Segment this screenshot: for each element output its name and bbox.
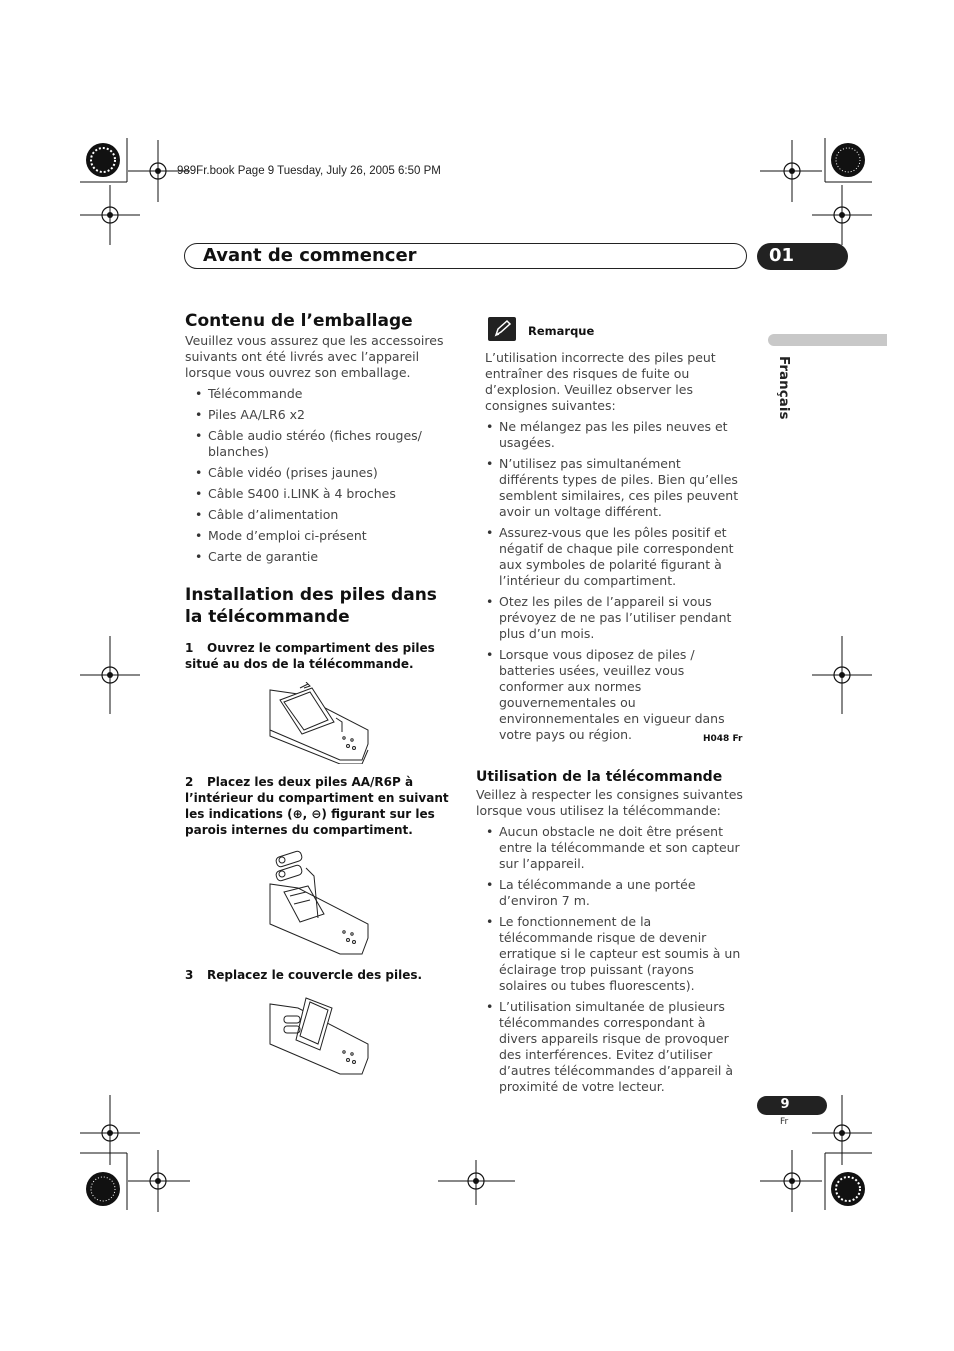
language-label: Français (776, 356, 792, 420)
contents-intro: Veuillez vous assurez que les accessoires suivants ont été livrés avec l’appareil lorsque vous ouvrez son emballage. (185, 333, 444, 380)
remote-usage-list (476, 824, 744, 1095)
remote-usage-block (476, 769, 744, 1095)
list-item: • Lorsque vous diposez de piles / batteries usées, veuillez vous conformer aux normes gouvernementales ou environnementales en vigueur dans votre pays ou région. (476, 647, 743, 743)
list-item: • Mode d’emploi ci-présent (185, 528, 455, 544)
list-item: • Câble d’alimentation (185, 507, 455, 523)
step-1 (185, 640, 457, 672)
remote-usage-intro: Veillez à respecter les consignes suivantes lorsque vous utilisez la télécommande: (476, 787, 743, 818)
list-item: • Câble vidéo (prises jaunes) (185, 465, 455, 481)
step-number: 3 (185, 968, 194, 982)
list-item: • L’utilisation simultanée de plusieurs télécommandes correspondant à divers appareils risque de provoquer des interférences. Evitez d’utiliser d’autres télécommandes d’appareil à proximité de votre lecteur. (476, 999, 744, 1095)
note-icon (488, 317, 516, 341)
step-number: 1 (185, 641, 194, 655)
list-item: • Ne mélangez pas les piles neuves et usagées. (476, 419, 743, 451)
note-block (485, 350, 743, 743)
step-text: Placez les deux piles AA/R6P à l’intérieur du compartiment en suivant les indications (⊕, ⊖) figurant sur les parois internes du compartiment. (185, 775, 449, 837)
page-number: 9 (780, 1097, 790, 1112)
note-label: Remarque (528, 324, 595, 338)
battery-section (185, 584, 455, 628)
chapter-number: 01 (769, 245, 795, 266)
section-heading-contents: Contenu de l’emballage (185, 311, 413, 331)
section-heading-batteries: Installation des piles dans la télécommande (185, 585, 437, 627)
book-header: 989Fr.book Page 9 Tuesday, July 26, 2005 6:50 PM (177, 165, 441, 177)
list-item: • Otez les piles de l’appareil si vous prévoyez de ne pas l’utiliser pendant plus d’un mois. (476, 594, 743, 642)
step-number: 2 (185, 775, 194, 789)
section-heading-remote-usage: Utilisation de la télécommande (476, 769, 723, 785)
list-item: • La télécommande a une portée d’environ 7 m. (476, 877, 744, 909)
step-2 (185, 774, 457, 838)
cover-replace-illustration (262, 994, 377, 1078)
contents-list (185, 386, 455, 565)
chapter-title: Avant de commencer (203, 245, 417, 266)
chapter-number-pill (757, 243, 848, 270)
step-text: Ouvrez le compartiment des piles situé au dos de la télécommande. (185, 641, 435, 671)
note-list (476, 419, 743, 743)
list-item: • Câble audio stéréo (fiches rouges/ blanches) (185, 428, 455, 460)
list-item: • Carte de garantie (185, 549, 455, 565)
chapter-banner (184, 243, 747, 269)
list-item: • Télécommande (185, 386, 455, 402)
left-column (185, 310, 455, 565)
step-text: Replacez le couvercle des piles. (207, 968, 423, 982)
remote-open-illustration (262, 682, 377, 764)
page-language: Fr (780, 1117, 789, 1127)
list-item: • Câble S400 i.LINK à 4 broches (185, 486, 455, 502)
list-item: • Le fonctionnement de la télécommande risque de devenir erratique si le capteur est soumis à un éclairage trop puissant (rayons solaires ou tubes fluorescents). (476, 914, 744, 994)
page-number-pill (757, 1096, 827, 1115)
step-3 (185, 967, 457, 983)
language-tab (768, 334, 887, 346)
note-intro: L’utilisation incorrecte des piles peut entraîner des risques de fuite ou d’explosion. Veuillez observer les consignes suivantes: (485, 350, 716, 413)
note-code: H048 Fr (703, 734, 743, 744)
list-item: • Assurez-vous que les pôles positif et négatif de chaque pile correspondent aux symboles de polarité figurant à l’intérieur du compartiment. (476, 525, 743, 589)
list-item: • Aucun obstacle ne doit être présent entre la télécommande et son capteur sur l’appareil. (476, 824, 744, 872)
list-item: • Piles AA/LR6 x2 (185, 407, 455, 423)
language-label-wrap (768, 356, 804, 446)
batteries-illustration (262, 846, 377, 958)
list-item: • N’utilisez pas simultanément différents types de piles. Bien qu’elles semblent similaires, ces piles peuvent avoir un voltage différent. (476, 456, 743, 520)
